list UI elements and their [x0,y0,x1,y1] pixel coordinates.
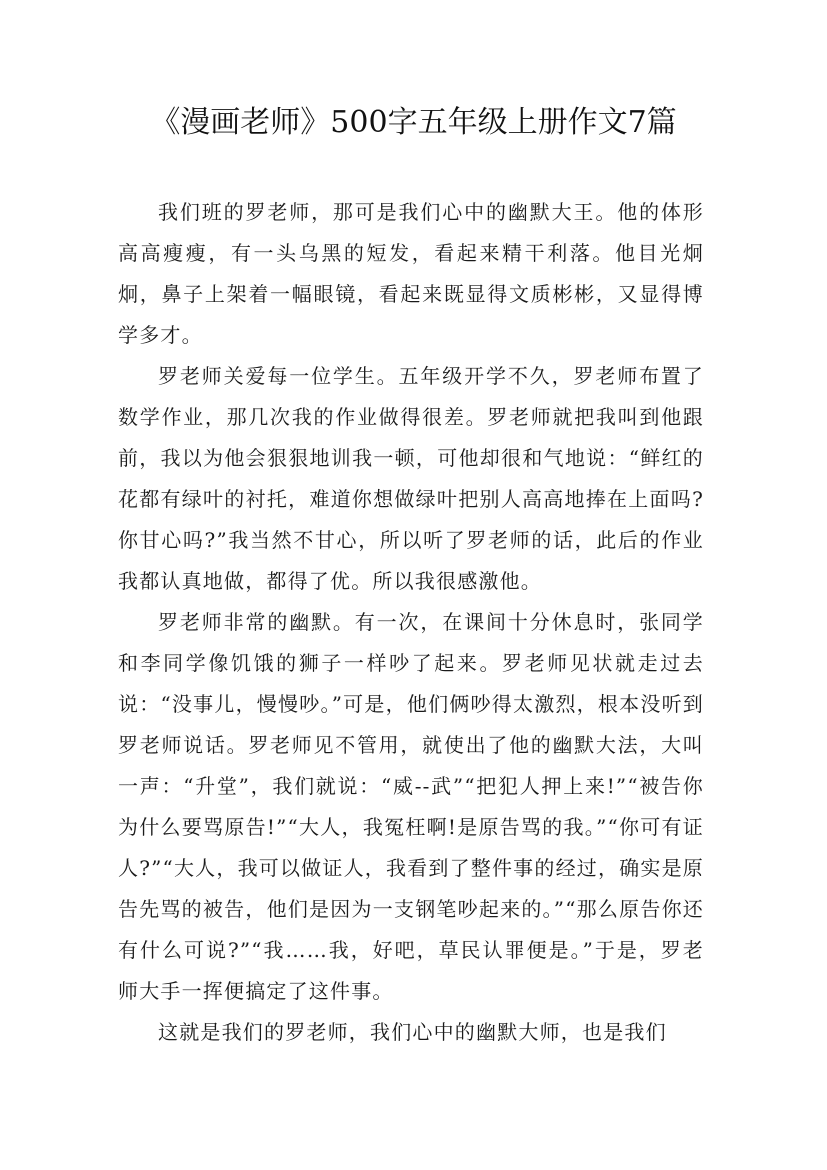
document-title: 《漫画老师》500字五年级上册作文7篇 [150,105,677,140]
document-body [118,192,704,1053]
paragraph-2: 罗老师关爱每一位学生。五年级开学不久，罗老师布置了数学作业，那几次我的作业做得很差。罗老师就把我叫到他跟前，我以为他会狠狠地训我一顿，可他却很和气地说：“鲜红的花都有绿叶的衬托，难道你想做绿叶把别人高高地捧在上面吗?你甘心吗?”我当然不甘心，所以听了罗老师的话，此后的作业我都认真地做，都得了优。所以我很感激他。 [118,364,704,593]
paragraph-3: 罗老师非常的幽默。有一次，在课间十分休息时，张同学和李同学像饥饿的狮子一样吵了起来。罗老师见状就走过去说：“没事儿，慢慢吵。”可是，他们俩吵得太激烈，根本没听到罗老师说话。罗老师见不管用，就使出了他的幽默大法，大叫一声：“升堂”，我们就说：“威--武”“把犯人押上来!”“被告你为什么要骂原告!”“大人，我冤枉啊!是原告骂的我。”“你可有证人?”“大人，我可以做证人，我看到了整件事的经过，确实是原告先骂的被告，他们是因为一支钢笔吵起来的。”“那么原告你还有什么可说?”“我……我，好吧，草民认罪便是。”于是，罗老师大手一挥便搞定了这件事。 [118,610,704,1003]
paragraph-4: 这就是我们的罗老师，我们心中的幽默大师，也是我们 [158,1020,667,1044]
paragraph-1: 我们班的罗老师，那可是我们心中的幽默大王。他的体形高高瘦瘦，有一头乌黑的短发，看起来精干利落。他目光炯炯，鼻子上架着一幅眼镜，看起来既显得文质彬彬，又显得博学多才。 [118,200,704,347]
